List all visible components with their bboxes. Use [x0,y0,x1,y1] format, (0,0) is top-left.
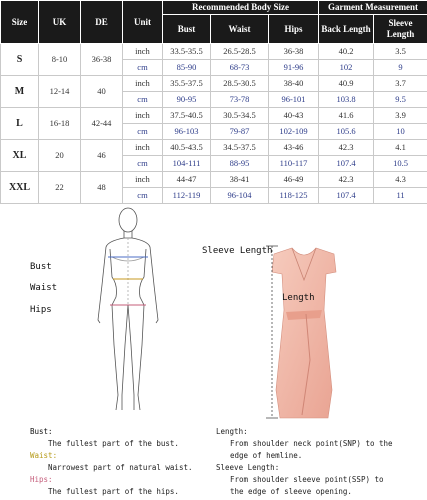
header-uk: UK [39,1,81,44]
legend-length-desc-2: edge of hemline. [230,451,303,460]
cell-hips: 43-46 [269,140,319,156]
cell-unit: cm [123,188,163,204]
legend-left [30,426,220,498]
size-chart-table [0,0,427,204]
legend-right [216,426,426,498]
cell-waist: 79-87 [211,124,269,140]
cell-uk: 12-14 [39,76,81,108]
table-row [1,172,427,188]
body-croquis [78,205,178,420]
cell-unit: inch [123,172,163,188]
cell-sleeve: 10 [374,124,427,140]
cell-size: L [1,108,39,140]
cell-back: 41.6 [319,108,374,124]
cell-uk: 20 [39,140,81,172]
cell-de: 40 [81,76,123,108]
cell-back: 40.2 [319,44,374,60]
cell-waist: 30.5-34.5 [211,108,269,124]
cell-uk: 16-18 [39,108,81,140]
table-row [1,44,427,60]
legend-hips-key: Hips: [30,475,53,484]
legend-waist-desc: Narrowest part of natural waist. [48,463,193,472]
cell-back: 107.4 [319,188,374,204]
header-unit: Unit [123,1,163,44]
cell-size: M [1,76,39,108]
cell-hips: 96-101 [269,92,319,108]
sleeve-length-label: Sleeve Length [202,246,273,256]
header-garment: Garment Measurement [319,1,427,15]
cell-back: 107.4 [319,156,374,172]
cell-unit: cm [123,124,163,140]
legend-length-desc-1: From shoulder neck point(SNP) to the [230,439,393,448]
cell-size: XXL [1,172,39,204]
cell-hips: 40-43 [269,108,319,124]
table-row [1,140,427,156]
cell-bust: 104-111 [163,156,211,172]
cell-bust: 40.5-43.5 [163,140,211,156]
cell-hips: 38-40 [269,76,319,92]
cell-unit: inch [123,76,163,92]
legend-bust-key: Bust: [30,427,53,436]
cell-bust: 96-103 [163,124,211,140]
cell-sleeve: 4.1 [374,140,427,156]
cell-back: 103.8 [319,92,374,108]
cell-bust: 35.5-37.5 [163,76,211,92]
table-row [1,76,427,92]
header-waist: Waist [211,15,269,44]
cell-unit: inch [123,108,163,124]
figure-bust-label: Bust [30,262,52,272]
cell-unit: cm [123,60,163,76]
cell-bust: 90-95 [163,92,211,108]
cell-uk: 8-10 [39,44,81,76]
size-rows [1,44,427,204]
cell-unit: inch [123,44,163,60]
cell-waist: 68-73 [211,60,269,76]
legend-hips-desc: The fullest part of the hips. [48,487,179,496]
cell-waist: 38-41 [211,172,269,188]
cell-sleeve: 9 [374,60,427,76]
cell-uk: 22 [39,172,81,204]
figure-waist-label: Waist [30,283,58,293]
cell-back: 102 [319,60,374,76]
header-bust: Bust [163,15,211,44]
cell-back: 40.9 [319,76,374,92]
header-recommended: Recommended Body Size [163,1,319,15]
figure-hips-label: Hips [30,305,52,315]
cell-bust: 85-90 [163,60,211,76]
cell-bust: 37.5-40.5 [163,108,211,124]
cell-sleeve: 10.5 [374,156,427,172]
cell-unit: inch [123,140,163,156]
legend-length-key: Length: [216,427,248,436]
dress-image [262,240,347,425]
cell-size: S [1,44,39,76]
cell-de: 48 [81,172,123,204]
cell-hips: 110-117 [269,156,319,172]
header-size: Size [1,1,39,44]
table-row [1,108,427,124]
header-de: DE [81,1,123,44]
length-label: Length [282,293,315,303]
cell-sleeve: 4.3 [374,172,427,188]
cell-sleeve: 3.7 [374,76,427,92]
cell-back: 42.3 [319,172,374,188]
header-hips: Hips [269,15,319,44]
cell-sleeve: 9.5 [374,92,427,108]
cell-size: XL [1,140,39,172]
cell-hips: 118-125 [269,188,319,204]
header-back-length: Back Length [319,15,374,44]
cell-waist: 88-95 [211,156,269,172]
header-sleeve-length: Sleeve Length [374,15,427,44]
cell-waist: 26.5-28.5 [211,44,269,60]
cell-de: 42-44 [81,108,123,140]
cell-hips: 36-38 [269,44,319,60]
cell-sleeve: 11 [374,188,427,204]
cell-unit: cm [123,156,163,172]
cell-waist: 96-104 [211,188,269,204]
cell-unit: cm [123,92,163,108]
cell-waist: 34.5-37.5 [211,140,269,156]
legend-sleeve-desc-1: From shoulder sleeve point(SSP) to [230,475,384,484]
cell-de: 36-38 [81,44,123,76]
cell-waist: 28.5-30.5 [211,76,269,92]
cell-sleeve: 3.5 [374,44,427,60]
cell-hips: 46-49 [269,172,319,188]
cell-hips: 91-96 [269,60,319,76]
legend-sleeve-desc-2: the edge of sleeve opening. [230,487,352,496]
cell-de: 46 [81,140,123,172]
cell-hips: 102-109 [269,124,319,140]
cell-back: 105.6 [319,124,374,140]
cell-bust: 33.5-35.5 [163,44,211,60]
cell-back: 42.3 [319,140,374,156]
cell-sleeve: 3.9 [374,108,427,124]
cell-waist: 73-78 [211,92,269,108]
legend-bust-desc: The fullest part of the bust. [48,439,179,448]
legend-sleeve-key: Sleeve Length: [216,463,280,472]
cell-bust: 112-119 [163,188,211,204]
cell-bust: 44-47 [163,172,211,188]
legend-waist-key: Waist: [30,451,58,460]
